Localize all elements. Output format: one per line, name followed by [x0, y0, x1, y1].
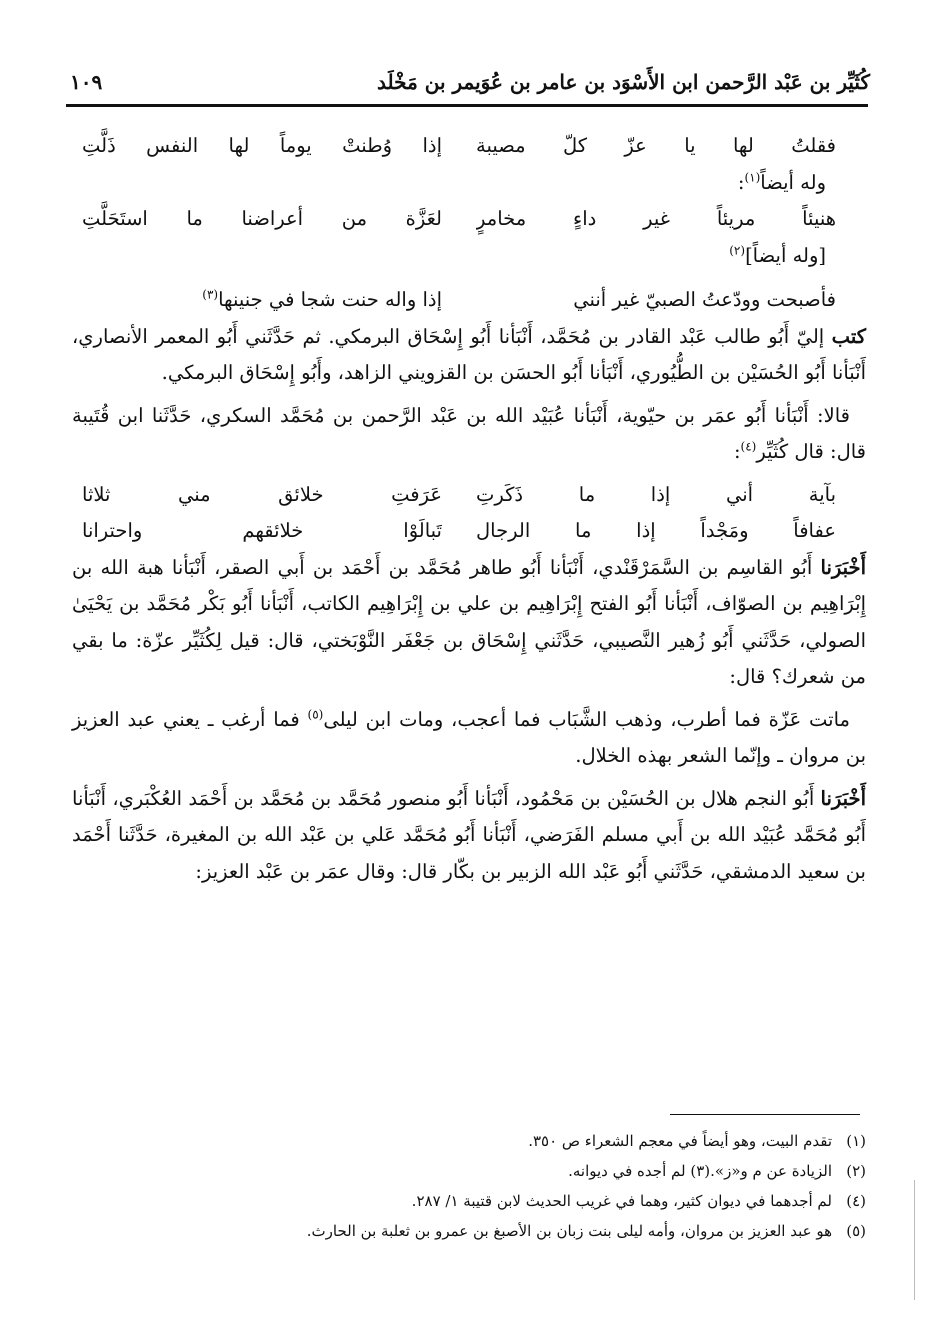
paragraph — [72, 319, 866, 392]
running-header — [70, 62, 870, 102]
paragraph-text: إليّ أَبُو طالب عَبْد القادر بن مُحَمَّد، أَنْبَأنا أَبُو إِسْحَاق البرمكي. ثم حَدَّثَني أَبُو المعمر الأنصاري، أَنْبَأنا أَبُو الحُسَيْن بن الطُّيُوري، أَنْبَأنا أَبُو الحسَن بن القزويني الزاهد، وأَبُو إِسْحَاق البرمكي. — [72, 324, 866, 384]
verse-hemistich-second: إذا وُطنتْ يوماً لها النفس ذَلَّتِ — [82, 134, 442, 157]
footnote-number: (٤) — [846, 1192, 866, 1210]
verse-rubric — [72, 238, 866, 275]
footnote-text: الزيادة عن م و«ز». — [710, 1162, 832, 1180]
verse-hemistich-first: فأصبحت وودّعتُ الصبيّ غير أنني — [573, 288, 836, 311]
verse-hemistich-first: عفافاً ومَجْداً إذا ما الرجال — [476, 519, 836, 542]
rubric-text: [وله أيضاً] — [745, 243, 826, 267]
footnote-text: تقدم البيت، وهو أيضاً في معجم الشعراء ص ٣٥٠. — [528, 1132, 832, 1150]
scan-margin-line — [914, 1180, 915, 1300]
footnote-ref: (١) — [744, 170, 761, 184]
footnotes — [72, 1126, 866, 1246]
hemistich-text: إذا واله حنت شجا في جنينها — [218, 288, 442, 311]
verse-hemistich-second: تَبالَوْا خلائقهم واحترانا — [82, 519, 442, 542]
paragraph — [72, 398, 866, 471]
running-title: كُثَيِّر بن عَبْد الرَّحمن ابن الأَسْوَد بن عامر بن عُوَيمر بن مَخْلَد — [377, 70, 870, 94]
paragraph-colon: : — [733, 440, 741, 463]
verse-hemistich-second: عَرَفتِ خلائق مني ثلاثا — [82, 482, 442, 506]
paragraph-text: أَبُو النجم هلال بن الحُسَيْن بن مَحْمُود، أَنْبَأنا أَبُو منصور مُحَمَّد بن مُحَمَّد بن أَحْمَد العُكْبَري، أَنْبَأنا أَبُو مُحَمَّد عُبَيْد الله بن أَبي مسلم الفَرَضي، أَنْبَأنا أَبُو مُحَمَّد عَلي بن عَبْد الله بن المغيرة، حَدَّثَنا أَحْمَد بن سعيد الدمشقي، حَدَّثَني أَبُو عَبْد الله الزبير بن بكّار قال: وقال عمَر بن عَبْد العزيز: — [72, 786, 866, 883]
footnote-ref: (٢) — [729, 243, 746, 257]
paragraph-text: أَبُو القاسِم بن السَّمَرْقَنْدي، أَنْبَأنا أَبُو طاهر مُحَمَّد بن أَحْمَد بن أَبي الصقر، أَنْبَأنا هبة الله بن إِبْرَاهِيم بن الصوّاف، أَنْبَأنا أَبُو الفتح إِبْرَاهِيم بن علي بن إِبْرَاهِيم الكاتب، أَنْبَأنا أَبُو بَكْر مُحَمَّد بن يَحْيَىٰ الصولي، حَدَّثَني أَبُو زُهير النَّصيبي، حَدَّثَني إِسْحَاق بن جَعْفَر النَّوْبَختي، قال: قيل لِكُثَيِّر عزّة: ما بقي من شعرك؟ قال: — [72, 555, 866, 688]
verse-line — [72, 477, 866, 514]
verse-line — [72, 513, 866, 550]
paragraph-lead: أَخْبَرَنا — [820, 786, 867, 810]
paragraph — [72, 702, 866, 775]
footnote-ref: (٣) — [202, 287, 219, 302]
verse-hemistich-first: فقلتُ لها يا عزّ كلّ مصيبة — [476, 134, 836, 157]
verse-hemistich-first: هنيئاً مريئاً غير داءٍ مخامرٍ — [476, 207, 836, 230]
footnote-text: هو عبد العزيز بن مروان، وأمه ليلى بنت زبان بن الأصبغ بن عمرو بن ثعلبة بن الحارث. — [306, 1222, 832, 1240]
verse-hemistich-first: بآية أني إذا ما ذَكَرتِ — [476, 482, 836, 506]
page-number: ١٠٩ — [70, 70, 103, 94]
footnote-text: لم أجدهما في ديوان كثير، وهما في غريب الحديث لابن قتيبة ١/ ٢٨٧. — [411, 1192, 832, 1210]
footnote — [72, 1156, 866, 1186]
paragraph-text-continued: فما أرغب ـ يعني عبد العزيز بن مروان ـ وإنّما الشعر بهذه الخلال. — [72, 707, 866, 767]
paragraph — [72, 781, 866, 891]
paragraph-lead: كتب — [831, 324, 866, 348]
footnote-number: (١) — [846, 1132, 866, 1150]
footnote-number: (٢) — [846, 1162, 866, 1180]
paragraph — [72, 550, 866, 696]
footnote-rule — [670, 1114, 860, 1115]
footnote-number: (٥) — [846, 1222, 866, 1240]
footnote-inline — [568, 1156, 710, 1186]
verse-rubric — [72, 165, 866, 202]
verse-line — [72, 128, 866, 165]
footnote-ref: (٥) — [307, 707, 324, 721]
footnote-number: (٣) — [690, 1162, 711, 1180]
footnote-pair — [488, 1156, 832, 1186]
verse-line — [72, 201, 866, 238]
footnote-text: لم أجده في ديوانه. — [568, 1162, 686, 1180]
verse-line — [72, 282, 866, 319]
footnote — [72, 1126, 866, 1156]
footnote-ref: (٤) — [740, 439, 757, 454]
footnote — [72, 1216, 866, 1246]
main-text — [72, 128, 866, 890]
paragraph-text: ماتت عَزّة فما أطرب، وذهب الشَّبَاب فما أعجب، ومات ابن ليلى — [323, 707, 850, 731]
paragraph-lead: أَخْبَرَنا — [820, 555, 866, 579]
rubric-text: وله أيضاً — [760, 170, 826, 194]
header-rule — [66, 104, 868, 107]
footnote — [72, 1186, 866, 1216]
rubric-colon: : — [737, 170, 745, 194]
paragraph-text: قالا: أَنْبَأنا أَبُو عمَر بن حيّوية، أَنْبَأنا عُبَيْد الله بن عَبْد الرَّحمن بن مُحَمَّد السكري، حَدَّثَنا ابن قُتَيبة قال: قال كُثَيِّر — [72, 403, 866, 463]
verse-hemistich-second — [72, 282, 442, 319]
verse-hemistich-second: لعَزَّة من أعراضنا ما استَحَلَّتِ — [82, 207, 442, 230]
